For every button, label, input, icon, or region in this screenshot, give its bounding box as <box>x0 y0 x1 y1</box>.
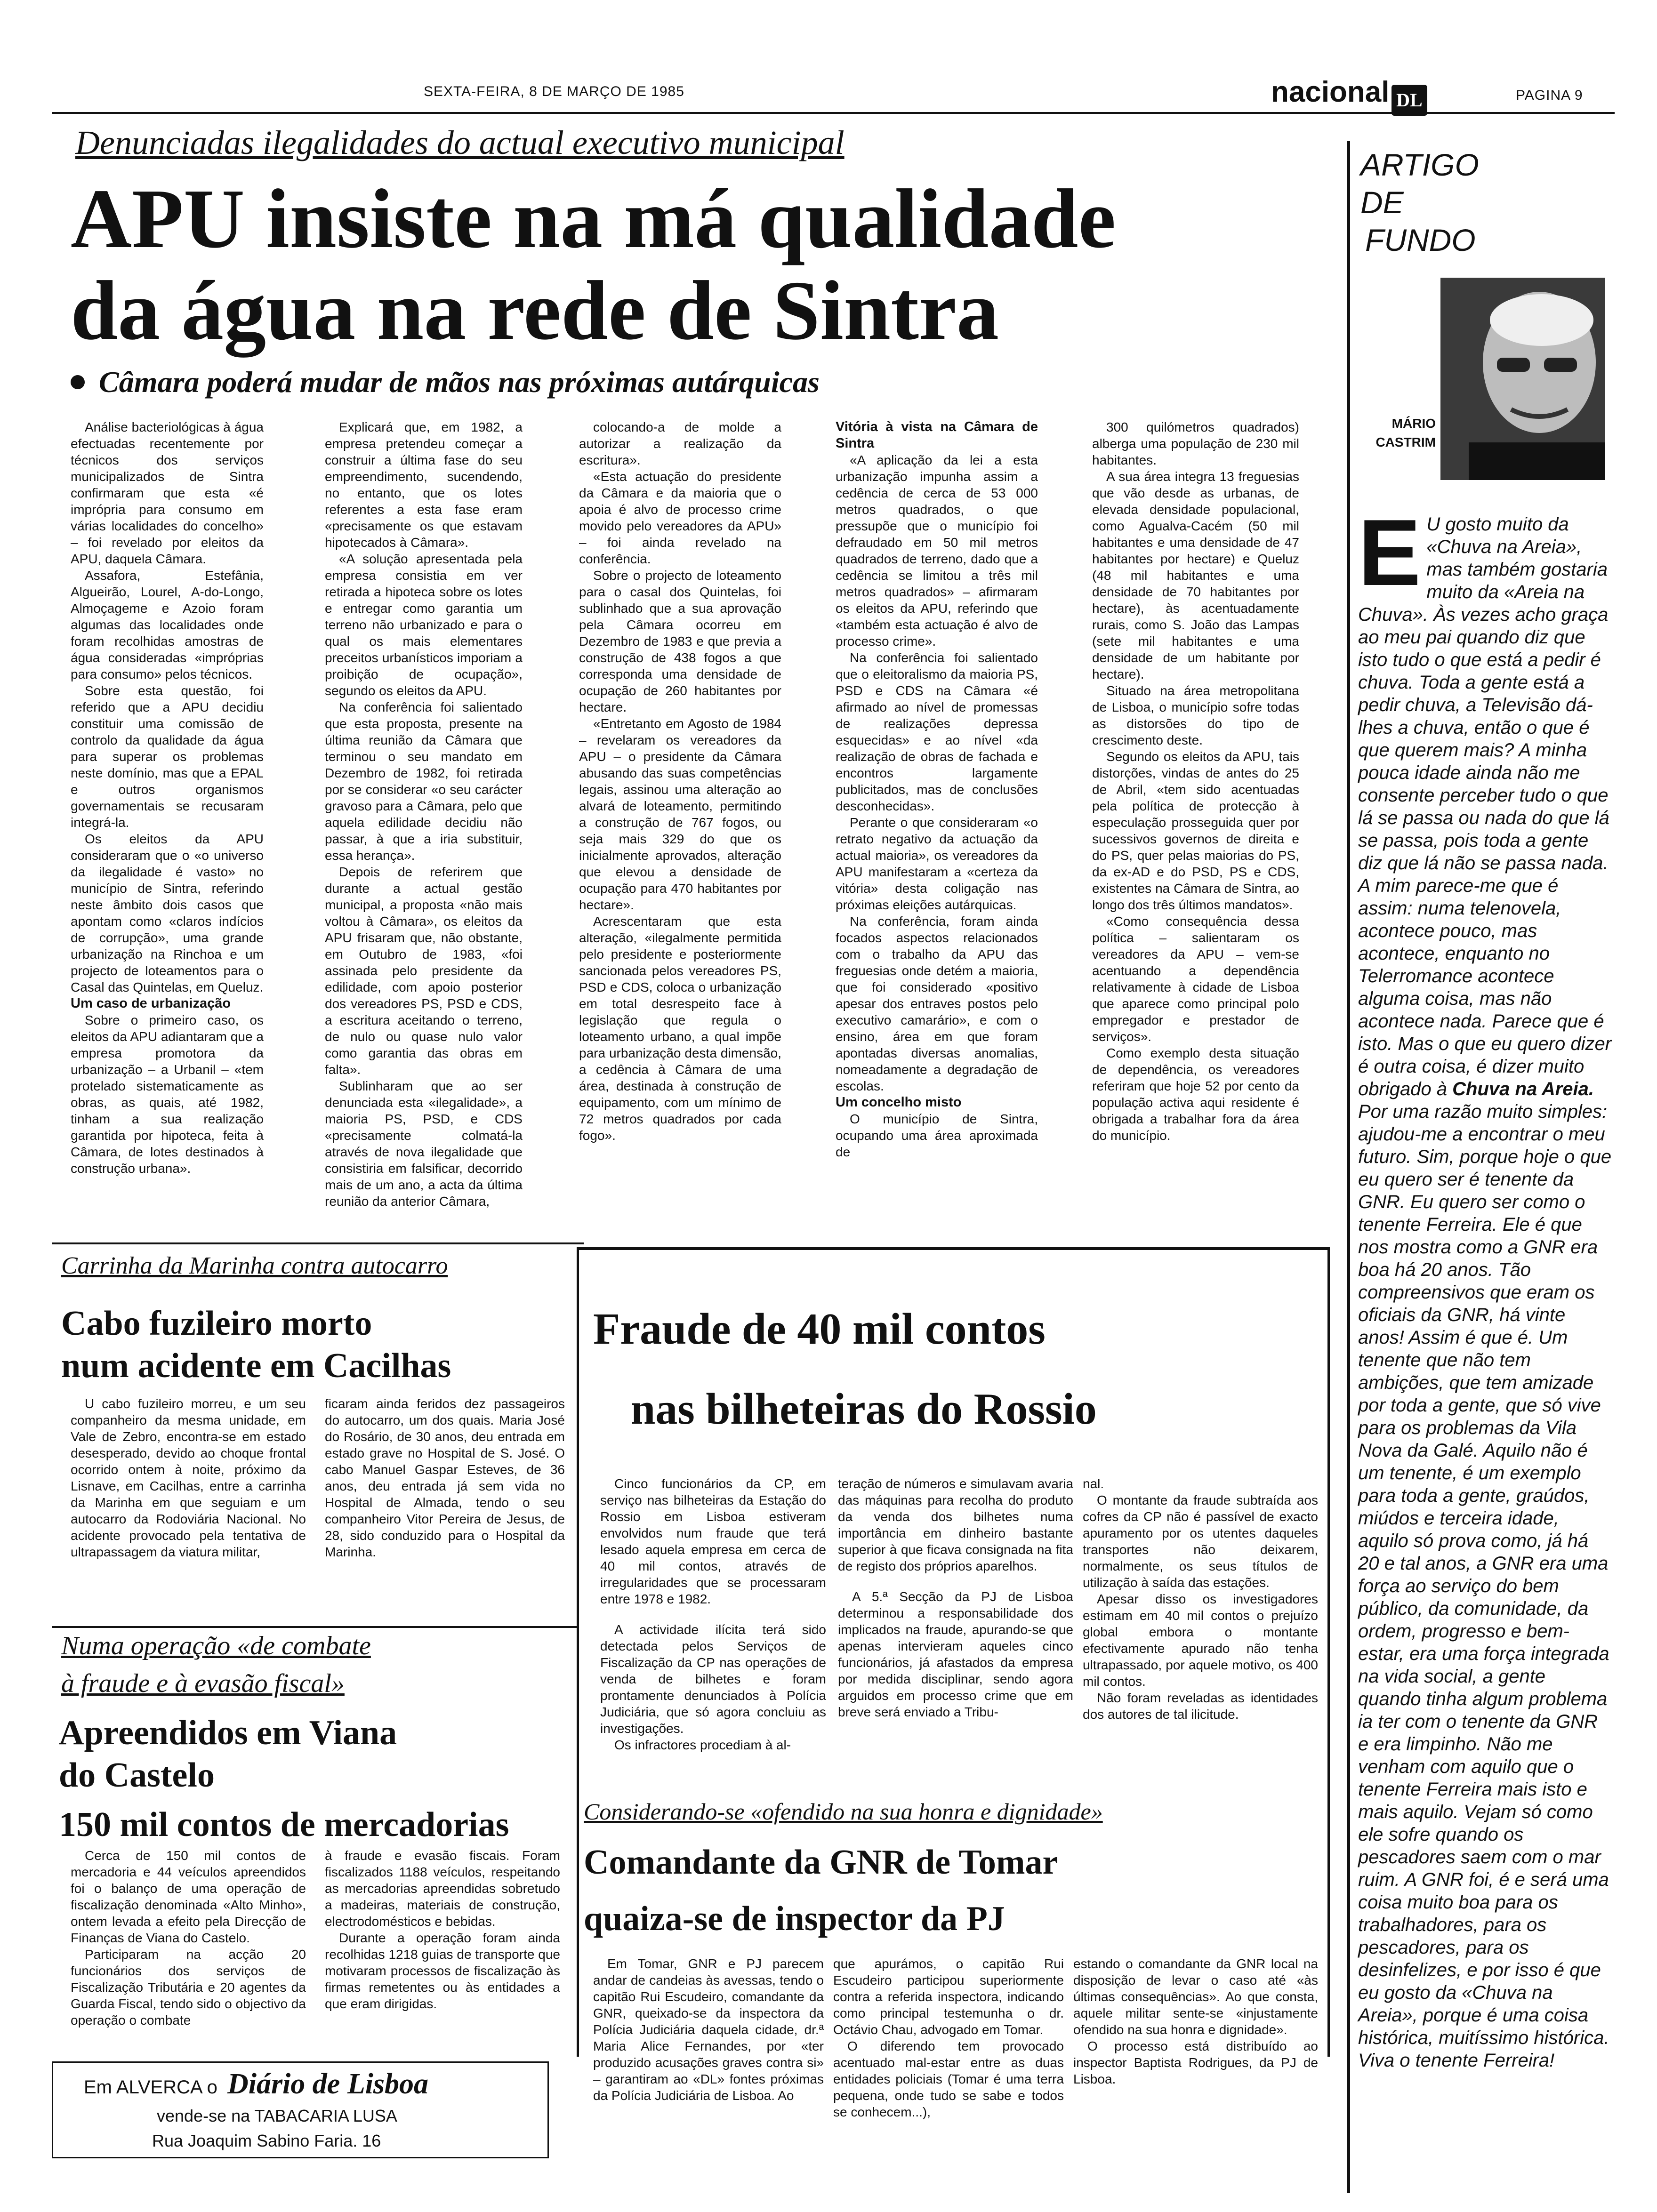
dl-logo-icon: DL <box>1392 85 1427 116</box>
portrait-image <box>1440 278 1605 480</box>
ad-line-3: Rua Joaquim Sabino Faria. 16 <box>152 2131 381 2150</box>
lead-headline-2: da água na rede de Sintra <box>71 264 999 357</box>
paragraph: colocando-a de molde a autorizar a realização da escritura». <box>579 420 781 467</box>
paragraph: Cerca de 150 mil contos de mercadoria e 44 veículos apreendidos foi o balanço de uma operação de fiscalização denominada «Alto Minho», ontem levada a efeito pela Direcção de Finanças de Viana do Castelo. <box>71 1848 306 1945</box>
carrinha-headline-1: Cabo fuzileiro morto <box>61 1304 372 1343</box>
gnr-column-1 <box>593 1956 824 2104</box>
fraude-right-rule <box>1327 1247 1330 2057</box>
lead-column-3 <box>579 419 781 1144</box>
paragraph: Sublinharam que ao ser denunciada esta «ilegalidade», a maioria PS, PSD, e CDS «precisamente colmatá-la através de nova ilegalidade que consistiria em falsificar, decorrido mais de um ano, a acta da última reunião da anterior Câmara, <box>325 1079 523 1209</box>
dropcap: E <box>1358 500 1421 605</box>
ad-location: Em ALVERCA o <box>84 2077 217 2098</box>
artigo-label-1: ARTIGO <box>1360 147 1479 182</box>
paragraph: «Esta actuação do presidente da Câmara e da maioria que o apoia é alvo de processo crime movido pelo vereadores da APU» – foi ainda revelado na conferência. <box>579 469 781 566</box>
gnr-headline-1: Comandante da GNR de Tomar <box>584 1843 1058 1882</box>
paragraph: Assafora, Estefânia, Algueirão, Lourel, A-do-Longo, Almoçageme e Azoio foram algumas das localidades onde foram recolhidas amostras de água consideradas «impróprias para consumo» pelos técnicos. <box>71 568 264 681</box>
author-photo <box>1440 278 1605 480</box>
paragraph: Sobre esta questão, foi referido que a APU decidiu constituir uma comissão de controlo da qualidade da água para superar os problemas neste domínio, mas que a EPAL e outros organismos governamentais se recusaram integrá-la. <box>71 683 264 830</box>
paragraph: Os infractores procediam à al- <box>614 1738 791 1752</box>
artigo-text-1: U gosto muito da «Chuva na Areia», mas também gostaria muito da «Areia na Chuva». Às vezes acho graça ao meu pai quando diz que isto tudo o que está a pedir é chuva. Toda a gente está a pedir chuva, a Televisão dá-lhes a chuva, então o que é que querem mais? A minha pouca idade ainda não me consente perceber tudo o que lá se passa ou nada do que lá se passa, pois toda a gente diz que lá não se passa nada. A mim parece-me que é assim: numa telenovela, acontece pouco, mas acontece, enquanto no Telerromance acontece alguma coisa, mas não acontece nada. Parece que é isto. Mas o que eu quero dizer é outra coisa, é dizer muito obrigado à <box>1358 514 1612 1099</box>
paragraph: «Entretanto em Agosto de 1984 – revelaram os vereadores da APU – o presidente da Câmara abusando das suas competências legais, assinou uma alteração ao alvará de loteamento, permitindo a construção de 767 fogos, ou seja mais 329 do que os inicialmente aprovados, alteração que elevou a densidade de ocupação para 470 habitantes por hectare». <box>579 716 781 912</box>
section-rule <box>52 1626 579 1628</box>
viana-column-2 <box>325 1847 560 2012</box>
paragraph: Sobre o projecto de loteamento para o casal dos Quintelas, foi sublinhado que a sua aprovação pela Câmara ocorreu em Dezembro de 1983 e que previa a construção de 438 fogos a que corresponda uma densidade de ocupação de 260 habitantes por hectare. <box>579 568 781 714</box>
author-last: CASTRIM <box>1375 435 1436 449</box>
fraude-headline-1: Fraude de 40 mil contos <box>593 1305 1046 1354</box>
paragraph: U cabo fuzileiro morreu, e um seu companheiro da mesma unidade, em Vale de Zebro, encontra-se em estado desesperado, devido ao choque frontal ocorrido ontem à noite, próximo da Lisnave, em Cacilhas, entre a carrinha da Marinha em que seguiam e um autocarro da Rodoviária Nacional. No acidente provocado pela tentativa de ultrapassagem da viatura militar, <box>71 1396 306 1559</box>
carrinha-kicker: Carrinha da Marinha contra autocarro <box>61 1252 448 1279</box>
paragraph: O montante da fraude subtraída aos cofres da CP não é passível de exacto apuramento por os utentes daqueles transportes não deixarem, normalmente, os seus títulos de utilização à saída das estações. <box>1083 1493 1318 1590</box>
fraude-column-1 <box>600 1475 826 1753</box>
section-label: nacional <box>1271 76 1390 108</box>
header-rule <box>52 112 1615 114</box>
carrinha-column-1 <box>71 1395 306 1560</box>
paragraph: Na conferência, foram ainda focados aspectos relacionados com o trabalho da APU das freguesias onde detém a maioria, que foi considerado «positivo apesar dos entraves postos pelo executivo camarário», e com o ensino, área em que foram apontadas diversas anomalias, nomeadamente a degradação de escolas. <box>836 914 1038 1093</box>
paragraph: teração de números e simulavam avaria das máquinas para recolha do produto da venda dos bilhetes numa importância em dinheiro bastante superior à que ficava consignada na fita de registo dos próprios aparelhos. <box>838 1476 1073 1573</box>
author-first: MÁRIO <box>1392 416 1436 431</box>
paragraph: Participaram na acção 20 funcionários dos serviços de Fiscalização Tributária e 20 agentes da Guarda Fiscal, tendo sido o objectivo da operação o combate <box>71 1947 306 2028</box>
viana-kicker-2: à fraude e à evasão fiscal» <box>61 1669 345 1698</box>
lead-column-5 <box>1092 419 1299 1144</box>
artigo-label <box>1360 146 1479 259</box>
fraude-column-3 <box>1083 1475 1318 1723</box>
paragraph: Cinco funcionários da CP, em serviço nas bilheteiras da Estação do Rossio em Lisboa estiveram envolvidos num fraude que terá lesado aquela empresa em cerca de 40 mil contos, através de irregularidades que se processaram entre 1978 e 1982. <box>600 1476 826 1606</box>
paragraph: à fraude e evasão fiscais. Foram fiscalizados 1188 veículos, respeitando as mercadorias apreendidas sobretudo a madeiras, materiais de construção, electrodomésticos e bebidas. <box>325 1848 560 1929</box>
viana-headline-2: do Castelo <box>59 1756 215 1795</box>
paragraph: estando o comandante da GNR local na disposição de levar o caso até «às últimas consequências». Ao que consta, aquele militar sente-se «injustamente ofendido na sua honra e dignidade». <box>1073 1956 1318 2037</box>
author-name <box>1365 414 1436 452</box>
artigo-bold: Chuva na Areia. <box>1452 1079 1594 1099</box>
paragraph: O município de Sintra, ocupando uma área aproximada de <box>836 1112 1038 1159</box>
viana-kicker-1: Numa operação «de combate <box>61 1631 371 1660</box>
paragraph: Na conferência foi salientado que o eleitoralismo da maioria PS, PSD e CDS na Câmara «é afirmado ao nível de promessas de realizações depressa esquecidas» e ao nível «da realização de obras de fachada e encontros largamente publicitados, mas de conclusões desconhecidas». <box>836 650 1038 813</box>
paragraph: Perante o que consideraram «o retrato negativo da actuação da actual maioria», os vereadores da APU manifestaram a «certeza da vitória» desta coligação nas próximas eleições autárquicas. <box>836 815 1038 912</box>
viana-column-1 <box>71 1847 306 2028</box>
carrinha-headline-2: num acidente em Cacilhas <box>61 1346 451 1385</box>
gnr-column-3 <box>1073 1956 1318 2087</box>
paragraph: Sobre o primeiro caso, os eleitos da APU adiantaram que a empresa promotora da urbanização – a Urbanil – «tem protelado sistematicamente as obras, as quais, até 1982, tinham a sua realização garantida por hipoteca, feita à Câmara, de lotes destinados à construção urbana». <box>71 1013 264 1176</box>
paragraph: Situado na área metropolitana de Lisboa, o município sofre todas as distorsões do tipo de crescimento deste. <box>1092 683 1299 747</box>
paragraph: 300 quilómetros quadrados) alberga uma população de 230 mil habitantes. <box>1092 420 1299 467</box>
artigo-body <box>1358 500 1612 2072</box>
paragraph: Segundo os eleitos da APU, tais distorções, vindas de antes do 25 de Abril, «tem sido acentuadas pela política de protecção à especulação prosseguida quer por sucessivos governos de direita e do PS, quer pelas maiorias do PS, da ex-AD e do PSD, PS e CDS, existentes na Câmara de Sintra, ao longo dos três últimos mandatos». <box>1092 749 1299 912</box>
section-rule <box>52 1242 584 1244</box>
lead-column-1 <box>71 419 264 1177</box>
paragraph: Explicará que, em 1982, a empresa pretendeu começar a construir a última fase do seu empreendimento, sucendendo, no entanto, que os lotes referentes a esta fase eram «precisamente os que estavam hipotecados à Câmara». <box>325 420 523 550</box>
paragraph: Depois de referirem que durante a actual gestão municipal, a proposta «não mais voltou à Câmara», os eleitos da APU frisaram que, não obstante, em Outubro de 1983, «foi assinada pelo presidente da edilidade, com apoio posterior dos vereadores PS, PSD e CDS, a escritura aceitando o terreno, de nulo ou quase nulo valor como garantia das obras em falta». <box>325 865 523 1077</box>
artigo-divider <box>1347 141 1350 2193</box>
artigo-label-3: FUNDO <box>1365 223 1476 257</box>
page-number: PAGINA 9 <box>1516 88 1583 103</box>
artigo-text-2: Por uma razão muito simples: ajudou-me a encontrar o meu futuro. Sim, porque hoje o que eu quero ser é tenente da GNR. Eu quero ser como o tenente Ferreira. Ele é que nos mostra como a GNR era boa há 20 anos. Tão compreensivos que eram os oficiais da GNR, há vinte anos! Assim é que é. Um tenente que não tem ambições, que tem amizade por toda a gente, que só vive para os problemas da Vila Nova da Galé. Aquilo não é um tenente, é um exemplo para toda a gente, graúdos, miúdos e terceira idade, aquilo só prova como, já há 20 e tal anos, a GNR era uma força ao serviço do bem público, da comunidade, da ordem, progresso e bem-estar, era uma força integrada na vida social, a gente quando tinha algum problema ia ter com o tenente da GNR e era limpinho. Não me venham com aquilo que o tenente Ferreira mais isto e mais aquilo. Vejam só como ele sofre quando os pescadores saem com o mar ruim. A GNR foi, é e será uma coisa muito boa para os trabalhadores, para os pescadores, para os desinfelizes, e por isso é que eu gosto da «Chuva na Areia», porque é uma coisa histórica, muitíssimo histórica. Viva o tenente Ferreira! <box>1358 1101 1612 2071</box>
paragraph: que apurámos, o capitão Rui Escudeiro participou superiormente contra a referida inspectora, indicando como principal testemunha o dr. Octávio Chau, advogado em Tomar. <box>833 1956 1064 2037</box>
fraude-left-rule <box>577 1247 579 2057</box>
paragraph: «A solução apresentada pela empresa consistia em ver retirada a hipoteca sobre os lotes e entregar como garantia um terreno não urbanizado e para o qual os mais elementares preceitos urbanísticos imporiam a proibição de ocupação», segundo os eleitos da APU. <box>325 552 523 698</box>
carrinha-column-2 <box>325 1395 565 1560</box>
viana-headline-1: Apreendidos em Viana <box>59 1714 397 1752</box>
fraude-headline-2: nas bilheteiras do Rossio <box>631 1385 1097 1434</box>
paragraph: A 5.ª Secção da PJ de Lisboa determinou a responsabilidade dos implicados na fraude, apurando-se que apenas intervieram aqueles cinco funcionários, já afastados da empresa por medida disciplinar, sendo agora arguidos em processo crime que em breve será enviado a Tribu- <box>838 1589 1073 1719</box>
gnr-kicker: Considerando-se «ofendido na sua honra e dignidade» <box>584 1798 1103 1825</box>
paragraph: O processo está distribuído ao inspector Baptista Rodrigues, da PJ de Lisboa. <box>1073 2039 1318 2086</box>
paragraph: Não foram reveladas as identidades dos autores de tal ilicitude. <box>1083 1691 1318 1722</box>
header-date: SEXTA-FEIRA, 8 DE MARÇO DE 1985 <box>424 84 684 99</box>
paragraph: Durante a operação foram ainda recolhidas 1218 guias de transporte que motivaram processos de fiscalização às firmas remetentes ou às entidades a que eram dirigidas. <box>325 1931 560 2011</box>
lead-kicker: Denunciadas ilegalidades do actual executivo municipal <box>75 124 845 161</box>
lead-column-4 <box>836 419 1038 1160</box>
artigo-label-2: DE <box>1360 185 1404 220</box>
paragraph: Apesar disso os investigadores estimam em 40 mil contos o prejuízo global embora o montante efectivamente apurado não tenha ultrapassado, por aquele motivo, os 400 mil contos. <box>1083 1592 1318 1689</box>
paragraph: A actividade ilícita terá sido detectada pelos Serviços de Fiscalização da CP nas operações de venda de bilhetes e foram prontamente denunciados à Polícia Judiciária, que só agora concluiu as investigações. <box>600 1622 826 1736</box>
paragraph: «Como consequência dessa política – salientaram os vereadores da APU – vem-se acentuando a dependência relativamente à cidade de Lisboa que aparece como principal polo empregador e prestador de serviços». <box>1092 914 1299 1044</box>
advertisement-box <box>52 2061 549 2158</box>
ad-line-1 <box>84 2068 428 2101</box>
paragraph: O diferendo tem provocado acentuado mal-estar entre as duas entidades policiais (Tomar é uma terra pequena, onde tudo se sabe e todos se conhecem...), <box>833 2039 1064 2119</box>
subheading: Vitória à vista na Câmara de Sintra <box>836 419 1038 451</box>
lead-subhead <box>71 365 820 400</box>
paragraph: A sua área integra 13 freguesias que vão desde as urbanas, de elevada densidade populacional, como Agualva-Cacém (50 mil habitantes e uma densidade de 47 habitantes por hectare) e Queluz (48 mil habitantes e uma densidade de 70 habitantes por hectare), às acentuadamente rurais, como S. João das Lampas (sete mil habitantes e uma densidade de um habitante por hectare). <box>1092 469 1299 681</box>
ad-brand: Diário de Lisboa <box>227 2068 429 2100</box>
lead-subhead-text: Câmara poderá mudar de mãos nas próximas autárquicas <box>99 365 820 399</box>
lead-column-2 <box>325 419 523 1210</box>
section-name <box>1271 75 1427 116</box>
gnr-column-2 <box>833 1956 1064 2120</box>
ad-line-2: vende-se na TABACARIA LUSA <box>157 2106 397 2125</box>
subheading: Um concelho misto <box>836 1095 962 1110</box>
subheading: Um caso de urbanização <box>71 996 231 1011</box>
bullet-icon <box>71 375 85 389</box>
paragraph: Os eleitos da APU consideraram que o «o universo da ilegalidade é vasto» no município de Sintra, referindo neste âmbito dois casos que apontam como «claros indícios de corrupção», uma grande urbanização na Rinchoa e um projecto de loteamentos para o Casal das Quintelas, em Queluz. <box>71 832 264 994</box>
paragraph: Como exemplo desta situação de dependência, os vereadores referiram que hoje 52 por cento da população activa aqui residente é obrigada a trabalhar fora da área do município. <box>1092 1046 1299 1143</box>
paragraph: Análise bacteriológicas à água efectuadas recentemente por técnicos dos serviços municipalizados de Sintra confirmaram que esta «é imprópria para consumo em várias localidades do concelho» – foi revelado por eleitos da APU, daquela Câmara. <box>71 420 264 566</box>
lead-headline-1: APU insiste na má qualidade <box>71 172 1116 265</box>
viana-headline-3: 150 mil contos de mercadorias <box>59 1805 509 1844</box>
paragraph: «A aplicação da lei a esta urbanização impunha assim a cedência de cerca de 53 000 metros quadrados, o que pressupõe que o município foi defraudado em 50 mil metros quadrados de terreno, dado que a cedência se limitou a três mil metros quadrados» – afirmaram os eleitos da APU, referindo que «também esta actuação é alvo de processo crime». <box>836 453 1038 649</box>
gnr-headline-2: quaiza-se de inspector da PJ <box>584 1899 1005 1938</box>
paragraph: Em Tomar, GNR e PJ parecem andar de candeias às avessas, tendo o capitão Rui Escudeiro, comandante da GNR, queixado-se da inspectora da Polícia Judiciária daquela cidade, dr.ª Maria Alice Fernandes, por «ter produzido acusações graves contra si» – garantiram ao «DL» fontes próximas da Polícia Judiciária de Lisboa. Ao <box>593 1956 824 2103</box>
paragraph: Acrescentaram que esta alteração, «ilegalmente permitida pelo presidente e posteriormente sancionada pelos vereadores PS, PSD e CDS, coloca o urbanização em total desrespeito face à legislação que regula o loteamento urbano, a qual impõe para urbanização desta dimensão, a cedência à Câmara de uma área, destinada à construção de equipamento, com um mínimo de 72 metros quadrados por cada fogo». <box>579 914 781 1143</box>
fraude-column-2 <box>838 1475 1073 1720</box>
paragraph: ficaram ainda feridos dez passageiros do autocarro, um dos quais. Maria José do Rosário, de 30 anos, deu entrada em estado grave no Hospital de S. José. O cabo Manuel Gaspar Esteves, de 36 anos, deu entrada já sem vida no Hospital de Almada, tendo o seu companheiro Vitor Pereira de Jesus, de 28, sido conduzido para o Hospital da Marinha. <box>325 1396 565 1559</box>
paragraph: nal. <box>1083 1476 1104 1491</box>
paragraph: Na conferência foi salientado que esta proposta, presente na última reunião da Câmara que terminou o seu mandato em Dezembro de 1982, foi retirada por se considerar «o seu carácter gravoso para a Câmara, pelo que aquela edilidade decidiu não passar, à que a iria substituir, essa herança». <box>325 700 523 863</box>
